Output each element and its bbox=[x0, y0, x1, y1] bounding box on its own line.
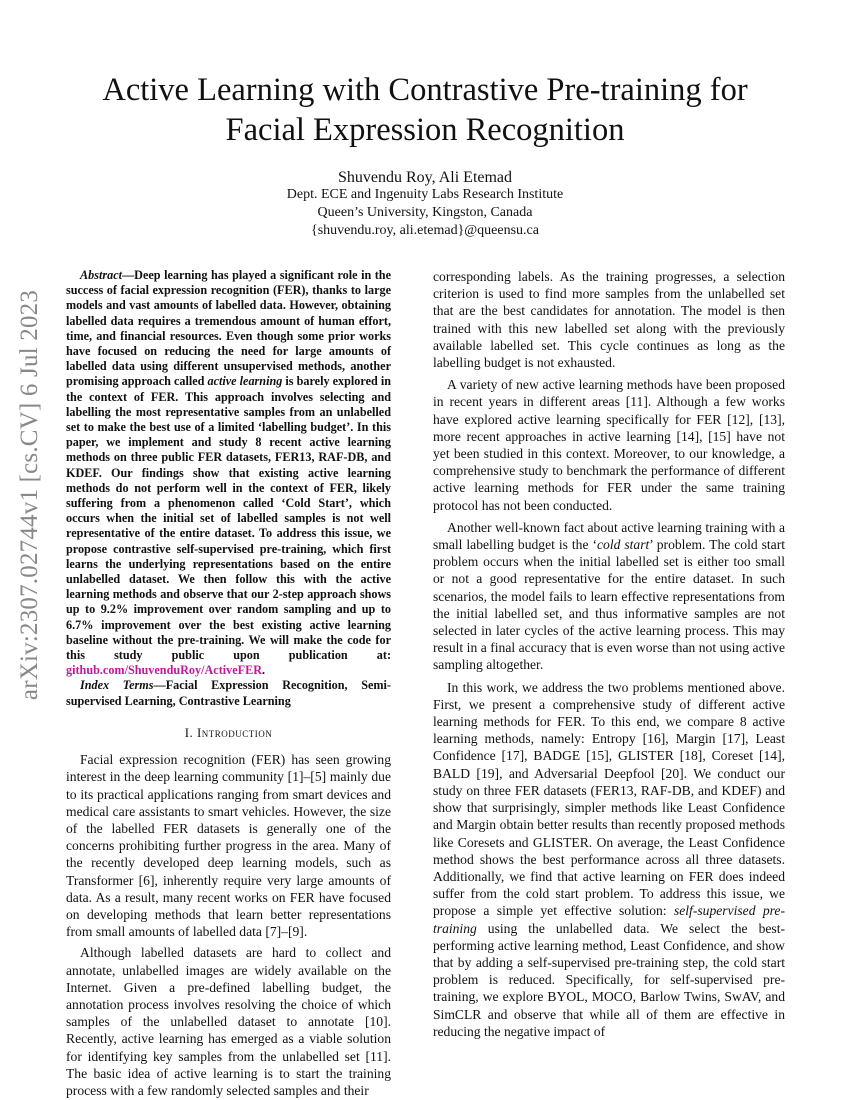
intro-paragraph-1: Facial expression recognition (FER) has seen growing interest in the deep learning community [1]–[5] mainly due to its practical applications ranging from smart devices and medical care assistants to smart vehicles. However, the size of the labelled FER datasets is generally one of the concerns prohibiting further progress in the area. Many of the recently developed deep learning models, such as Transformer [6], inherently require very large amounts of data. As a result, many recent works on FER have focused on developing methods that learn better representations from small amounts of labelled data [7]–[9]. bbox=[66, 752, 391, 940]
arxiv-sidebar-stamp bbox=[12, 289, 48, 701]
university: Queen’s University, Kingston, Canada bbox=[317, 205, 533, 220]
paper-title: Active Learning with Contrastive Pre-training for Facial Expression Recognition bbox=[102, 72, 748, 148]
abstract: Abstract—Deep learning has played a significant role in the success of facial expression recognition (FER), thanks to large models and vast amounts of labelled data. However, obtaining labelled data requires a tremendous amount of human effort, time, and financial resources. Even though some prior works have focused on reducing the need for large amounts of labelled data using different unsupervised methods, another promising approach called active learning is barely explored in the context of FER. This approach involves selecting and labelling the most representative samples from an unlabelled set to make the best use of a limited ‘labelling budget’. In this paper, we implement and study 8 recent active learning methods on three public FER datasets, FER13, RAF-DB, and KDEF. Our findings show that existing active learning methods do not perform well in the context of FER, likely suffering from a phenomenon called ‘Cold Start’, which occurs when the initial set of labelled samples is not well representative of the entire dataset. To address this issue, we propose contrastive self-supervised pre-training, which first learns the underlying representations based on the entire unlabelled dataset. We then follow this with the active learning methods and observe that our 2-step approach shows up to 9.2% improvement over random sampling and up to 6.7% improvement over the best existing active learning baseline without the pre-training. We will make the code for this study public upon publication at: github.com/ShuvenduRoy/ActiveFER. bbox=[66, 268, 392, 678]
code-link[interactable]: github.com/ShuvenduRoy/ActiveFER bbox=[66, 663, 263, 678]
arxiv-id: arXiv:2307.02744v1 [cs.CV] 6 Jul 2023 bbox=[16, 289, 43, 701]
affiliation: Dept. ECE and Ingenuity Labs Research Institute bbox=[286, 187, 564, 202]
section-heading-introduction: I. Introduction bbox=[184, 725, 273, 740]
intro-paragraph-6: In this work, we address the two problems mentioned above. First, we present a comprehensive study of different active learning methods for FER. To this end, we compare 8 active learning methods, namely: Entropy [16], Margin [17], Least Confidence [17], BADGE [15], GLISTER [18], Coreset [14], BALD [19], and Adversarial Deepfool [20]. We conduct our study on three FER datasets (FER13, RAF-DB, and KDEF) and show that surprisingly, simpler methods like Least Confidence and Margin obtain better results than recently proposed methods like Coresets and GLISTER. On average, the Least Confidence method shows the best performance across all three datasets. Additionally, we find that active learning on FER does indeed suffer from the cold start problem. To address this issue, we propose a simple yet effective solution: self-supervised pre-training using the unlabelled data. We select the best-performing active learning method, Least Confidence, and show that by adding a self-supervised pre-training step, the cold start problem is reduced. Specifically, for self-supervised pre-training, we explore BYOL, MOCO, Barlow Twins, SwAV, and SimCLR and observe that while all of them are effective in reducing the negative impact of bbox=[433, 679, 785, 1039]
index-terms: Index Terms—Facial Expression Recognition, Semi-supervised Learning, Contrastive Learning bbox=[66, 678, 391, 708]
abstract-label: Abstract bbox=[80, 268, 122, 282]
right-column bbox=[433, 268, 785, 1040]
left-column bbox=[66, 268, 391, 1099]
author-email: {shuvendu.roy, ali.etemad}@queensu.ca bbox=[311, 223, 539, 238]
intro-paragraph-2: Although labelled datasets are hard to collect and annotate, unlabelled images are widely available on the Internet. Given a pre-defined labelling budget, the annotation process involves resolving the choice of which samples of the unlabelled dataset to annotate [10]. Recently, active learning has emerged as a viable solution for identifying key samples from the unlabelled set [11]. The basic idea of active learning is to start the training process with a few randomly selected samples and their bbox=[66, 945, 391, 1098]
intro-paragraph-4: A variety of new active learning methods have been proposed in recent years in different areas [11]. Although a few works have explored active learning specifically for FER [12], [13], more recent approaches in active learning [14], [15] have not yet been studied in this context. Moreover, to our knowledge, a comprehensive study to benchmark the performance of different active learning methods for FER under the same training protocol has not been conducted. bbox=[433, 377, 785, 513]
intro-paragraph-3: corresponding labels. As the training progresses, a selection criterion is used to find more samples from the unlabelled set that are the best candidates for annotation. The model is then trained with this new labelled set along with the previously available labelled set. This cycle continues as long as the labelling budget is not exhausted. bbox=[433, 269, 785, 371]
intro-paragraph-5: Another well-known fact about active learning training with a small labelling budget is the ‘cold start’ problem. The cold start problem occurs when the initial labelled set is either too small or not a good representative for the entire dataset. In such scenarios, the model fails to learn effective representations from the initial labelled set, and thus informative samples are not selected in later cycles of the active learning process. This may result in a final accuracy that is even worse than not using active sampling altogether. bbox=[433, 519, 786, 673]
index-terms-label: Index Terms bbox=[80, 678, 154, 693]
paper-authors: Shuvendu Roy, Ali Etemad bbox=[337, 169, 513, 186]
